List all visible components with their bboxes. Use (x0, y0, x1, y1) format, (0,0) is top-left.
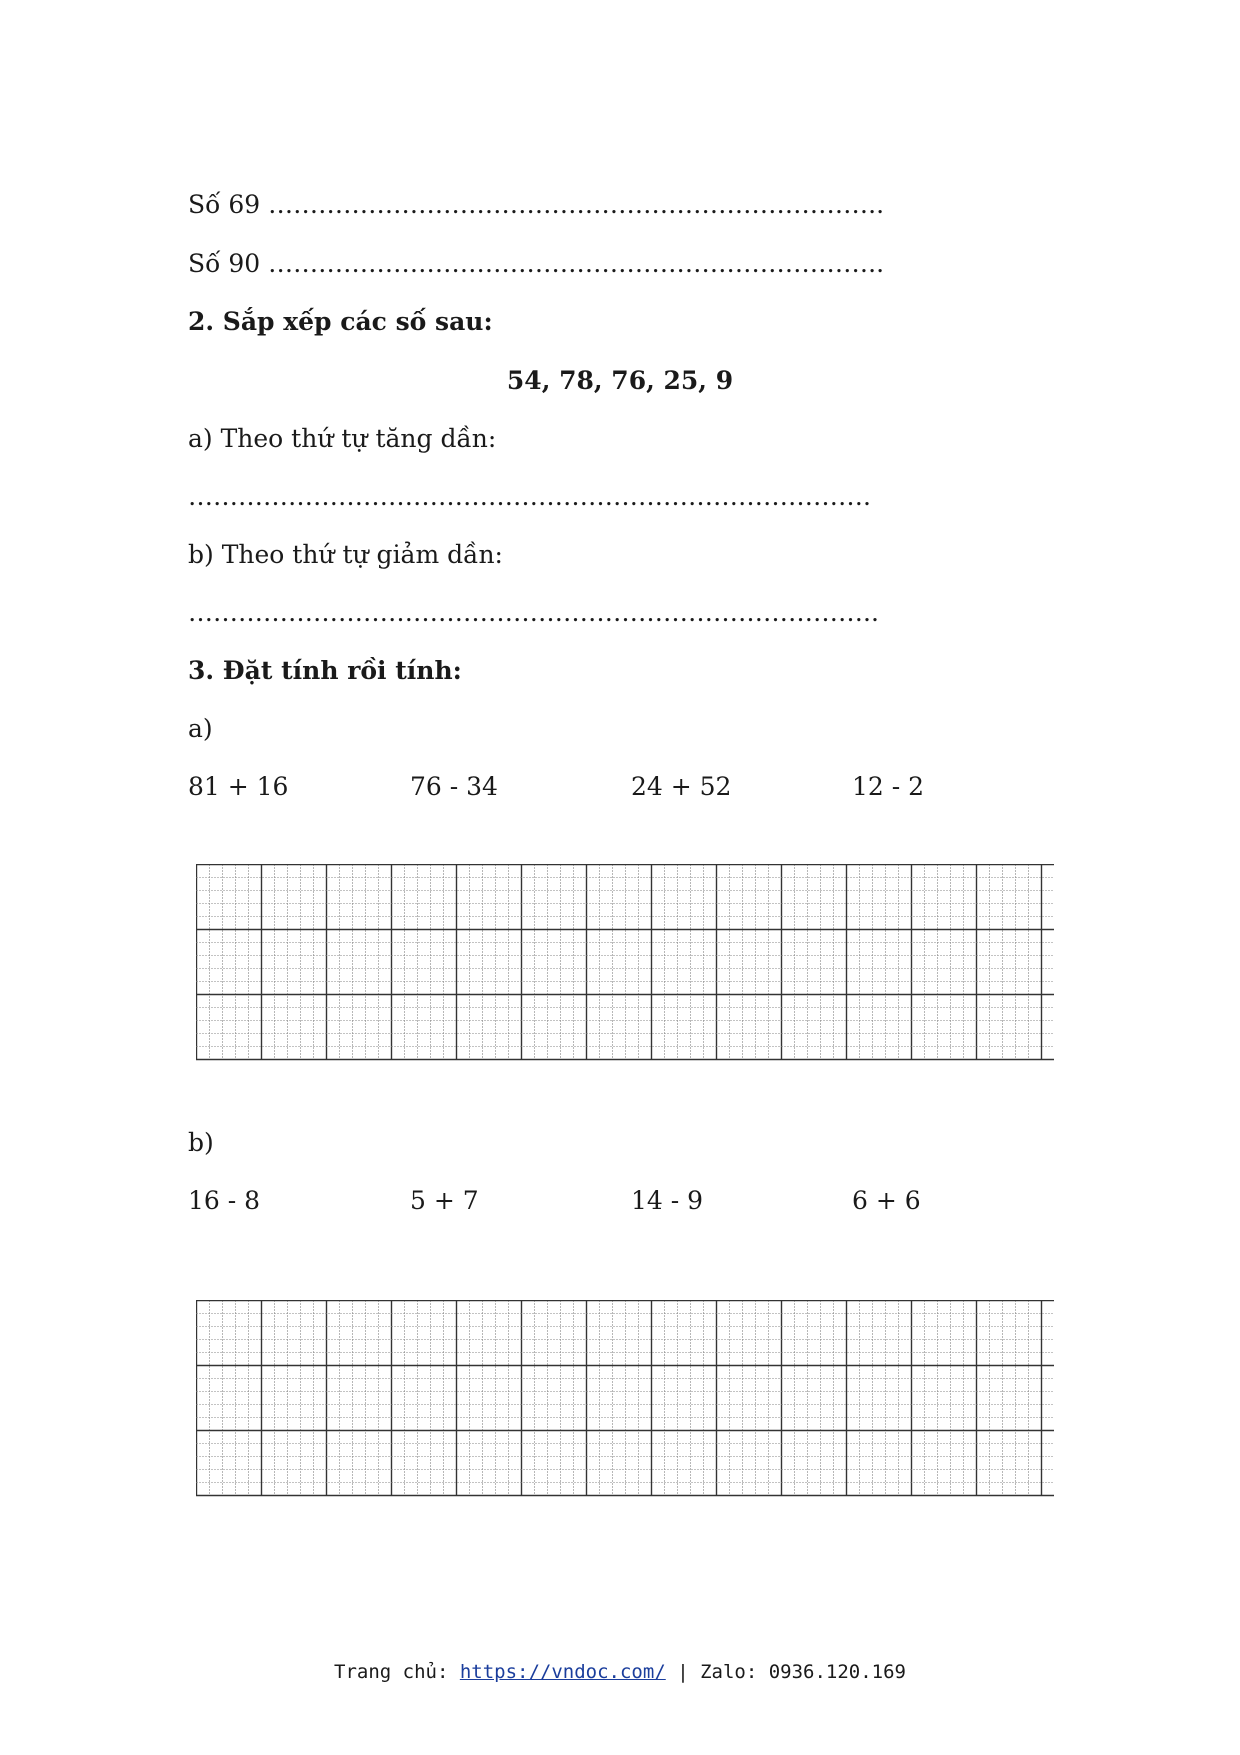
problem-b-1: 16 - 8 (188, 1186, 261, 1215)
footer-zalo: Zalo: 0936.120.169 (700, 1661, 906, 1683)
answer-dots[interactable]: ……………………………………………………………….. (268, 249, 885, 278)
number-label: Số 90 (188, 249, 261, 278)
problem-b-2: 5 + 7 (410, 1186, 479, 1215)
number-label: Số 69 (188, 190, 261, 219)
subpart-a-label: a) (188, 714, 213, 743)
problem-a-4: 12 - 2 (852, 772, 925, 801)
answer-grid-a[interactable] (196, 864, 1054, 1064)
subpart-b-label: b) (188, 1128, 214, 1157)
footer-separator: | (665, 1661, 701, 1683)
descending-answer-dots[interactable]: ……………………………………………………………………….. (188, 598, 879, 627)
section-3-heading: 3. Đặt tính rồi tính: (188, 656, 462, 685)
descending-label: b) Theo thứ tự giảm dần: (188, 540, 503, 569)
numbers-to-sort: 54, 78, 76, 25, 9 (506, 366, 734, 395)
footer-prefix: Trang chủ: (334, 1661, 460, 1683)
problem-a-2: 76 - 34 (410, 772, 498, 801)
ascending-answer-dots[interactable]: ………………………………………………………………………. (188, 482, 871, 511)
number-line-69 (188, 190, 884, 220)
ascending-label: a) Theo thứ tự tăng dần: (188, 424, 497, 453)
problem-a-1: 81 + 16 (188, 772, 289, 801)
answer-dots[interactable]: ……………………………………………………………….. (268, 190, 885, 219)
answer-grid-b[interactable] (196, 1300, 1054, 1500)
homepage-link[interactable]: https://vndoc.com/ (459, 1661, 666, 1683)
problem-a-3: 24 + 52 (631, 772, 732, 801)
page-footer (0, 1660, 1240, 1684)
problem-b-4: 6 + 6 (852, 1186, 921, 1215)
section-2-heading: 2. Sắp xếp các số sau: (188, 307, 493, 336)
problem-b-3: 14 - 9 (631, 1186, 704, 1215)
number-line-90 (188, 249, 884, 279)
